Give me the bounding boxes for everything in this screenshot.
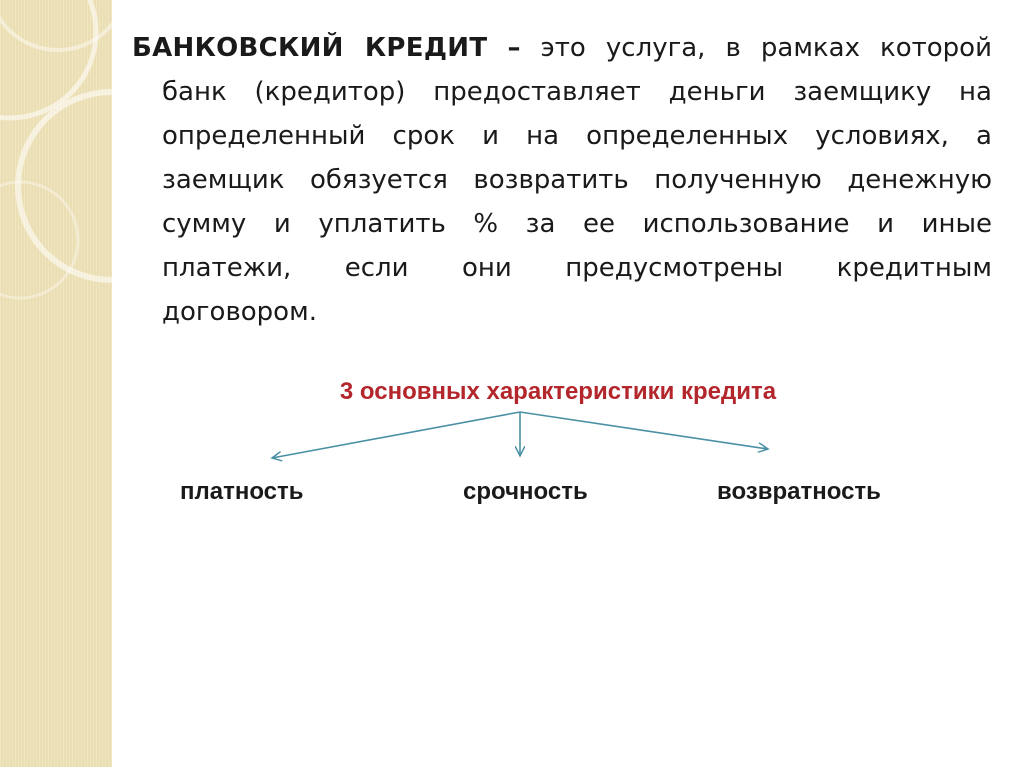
definition-line-3: определенный срок и на определенных условиях, а xyxy=(162,121,992,151)
definition-dash: – xyxy=(507,33,521,63)
characteristic-repayment: возвратность xyxy=(717,478,881,505)
arrow-left xyxy=(272,412,520,458)
characteristic-paid: платность xyxy=(180,478,304,505)
definition-line-5: сумму и уплатить % за ее использование и иные xyxy=(162,209,992,239)
definition-term: БАНКОВСКИЙ КРЕДИТ xyxy=(132,33,488,63)
characteristics-heading: 3 основных характеристики кредита xyxy=(339,378,777,405)
arrow-right xyxy=(520,412,768,449)
definition-text-1: это услуга, в рамках которой xyxy=(540,33,992,63)
definition-line-2: банк (кредитор) предоставляет деньги заемщику на xyxy=(162,77,992,107)
definition-line-4: заемщик обязуется возвратить полученную денежную xyxy=(162,165,992,195)
characteristic-term: срочность xyxy=(463,478,588,505)
definition-line-6: платежи, если они предусмотрены кредитным xyxy=(162,253,992,283)
definition-line-7: договором. xyxy=(162,297,317,327)
